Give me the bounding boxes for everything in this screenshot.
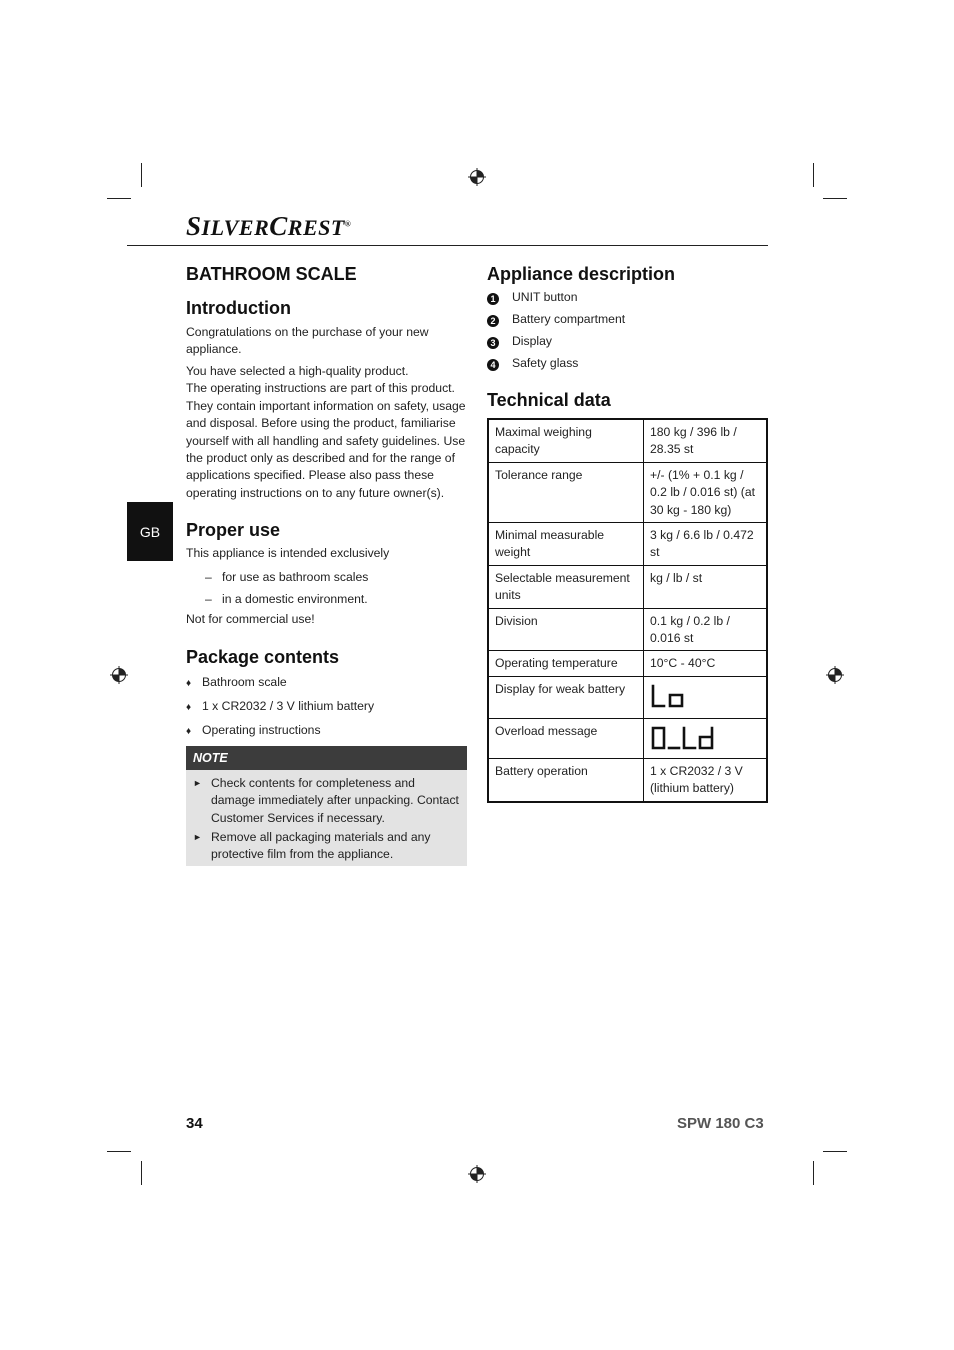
note-label: NOTE [186,746,467,770]
number-badge: 4 [487,359,499,371]
crop-mark [107,1151,131,1152]
intro-paragraph-1: Congratulations on the purchase of your new appliance. [186,325,429,357]
table-cell-value: +/- (1% + 0.1 kg / 0.2 lb / 0.016 st) (at 30 kg - 180 kg) [644,462,768,522]
crop-mark [107,198,131,199]
table-row [488,608,767,651]
note-box: NOTE ► Check contents for completeness and damage immediately after unpacking. Contact Customer Services if necessary. ► Remove all packaging materials and any protective film from the appliance. [186,746,467,866]
list-item: 3 Display [487,334,552,349]
table-cell-value: 3 kg / 6.6 lb / 0.472 st [644,523,768,566]
lcd-lo-icon [650,683,690,709]
table-row [488,462,767,522]
number-badge: 1 [487,293,499,305]
section-heading-package-contents: Package contents [186,647,340,667]
table-cell-label: Minimal measurable weight [488,523,644,566]
section-heading-technical-data: Technical data [487,390,611,410]
table-cell-value: 10°C - 40°C [644,651,768,676]
registration-mark-icon [468,168,486,186]
number-badge: 2 [487,315,499,327]
table-row [488,651,767,676]
table-cell-value [644,718,768,758]
table-cell-value: 180 kg / 396 lb / 28.35 st [644,419,768,462]
brand-logo: SILVERCREST® [186,211,352,241]
section-heading-introduction: Introduction [186,298,291,318]
table-row [488,523,767,566]
arrow-right-icon: ► [193,778,202,788]
list-item: ♦ Operating instructions [186,723,321,737]
table-cell-value [644,676,768,718]
table-cell-label: Maximal weighing capacity [488,419,644,462]
arrow-right-icon: ► [193,832,202,842]
list-item: – in a domestic environment. [205,592,368,606]
table-cell-label: Selectable measurement units [488,565,644,608]
crop-mark [141,163,142,187]
proper-use-text: This appliance is intended exclusively [186,546,390,560]
number-badge: 3 [487,337,499,349]
header-divider [127,245,768,246]
list-item: ♦ 1 x CR2032 / 3 V lithium battery [186,699,375,713]
language-tab: GB [127,502,173,561]
page-number: 34 [186,1115,203,1132]
table-row [488,758,767,801]
list-item: 4 Safety glass [487,356,578,371]
crop-mark [813,1161,814,1185]
page-title: BATHROOM SCALE [186,264,357,284]
model-number: SPW 180 C3 [677,1115,764,1132]
table-cell-label: Overload message [488,718,644,758]
list-item: 1 UNIT button [487,290,577,305]
crop-mark [813,163,814,187]
table-cell-label: Battery operation [488,758,644,801]
table-row [488,565,767,608]
table-cell-value: 1 x CR2032 / 3 V (lithium battery) [644,758,768,801]
table-row [488,676,767,718]
intro-paragraph-2: You have selected a high-quality product. The operating instructions are part of this product. They contain important information on safety, usage and disposal. Before using the product, familiarise yourself with all handling and safety guidelines. Use the product only as described and for the range of applications specified. Please also pass these operating instructions on to any future owner(s). [186,364,466,500]
table-row [488,718,767,758]
table-cell-value: 0.1 kg / 0.2 lb / 0.016 st [644,608,768,651]
table-cell-label: Operating temperature [488,651,644,676]
proper-use-note: Not for commercial use! [186,612,315,626]
registration-mark-icon [468,1165,486,1183]
lcd-o-ld-icon [650,725,718,751]
table-cell-value: kg / lb / st [644,565,768,608]
crop-mark [823,198,847,199]
crop-mark [823,1151,847,1152]
table-cell-label: Display for weak battery [488,676,644,718]
registration-mark-icon [110,666,128,684]
crop-mark [141,1161,142,1185]
list-item: – for use as bathroom scales [205,570,369,584]
registration-mark-icon [826,666,844,684]
list-item: 2 Battery compartment [487,312,625,327]
section-heading-appliance-description: Appliance description [487,264,676,284]
technical-data-table [487,418,768,803]
table-cell-label: Tolerance range [488,462,644,522]
list-item: ♦ Bathroom scale [186,675,287,689]
table-row [488,419,767,462]
section-heading-proper-use: Proper use [186,520,281,540]
table-cell-label: Division [488,608,644,651]
